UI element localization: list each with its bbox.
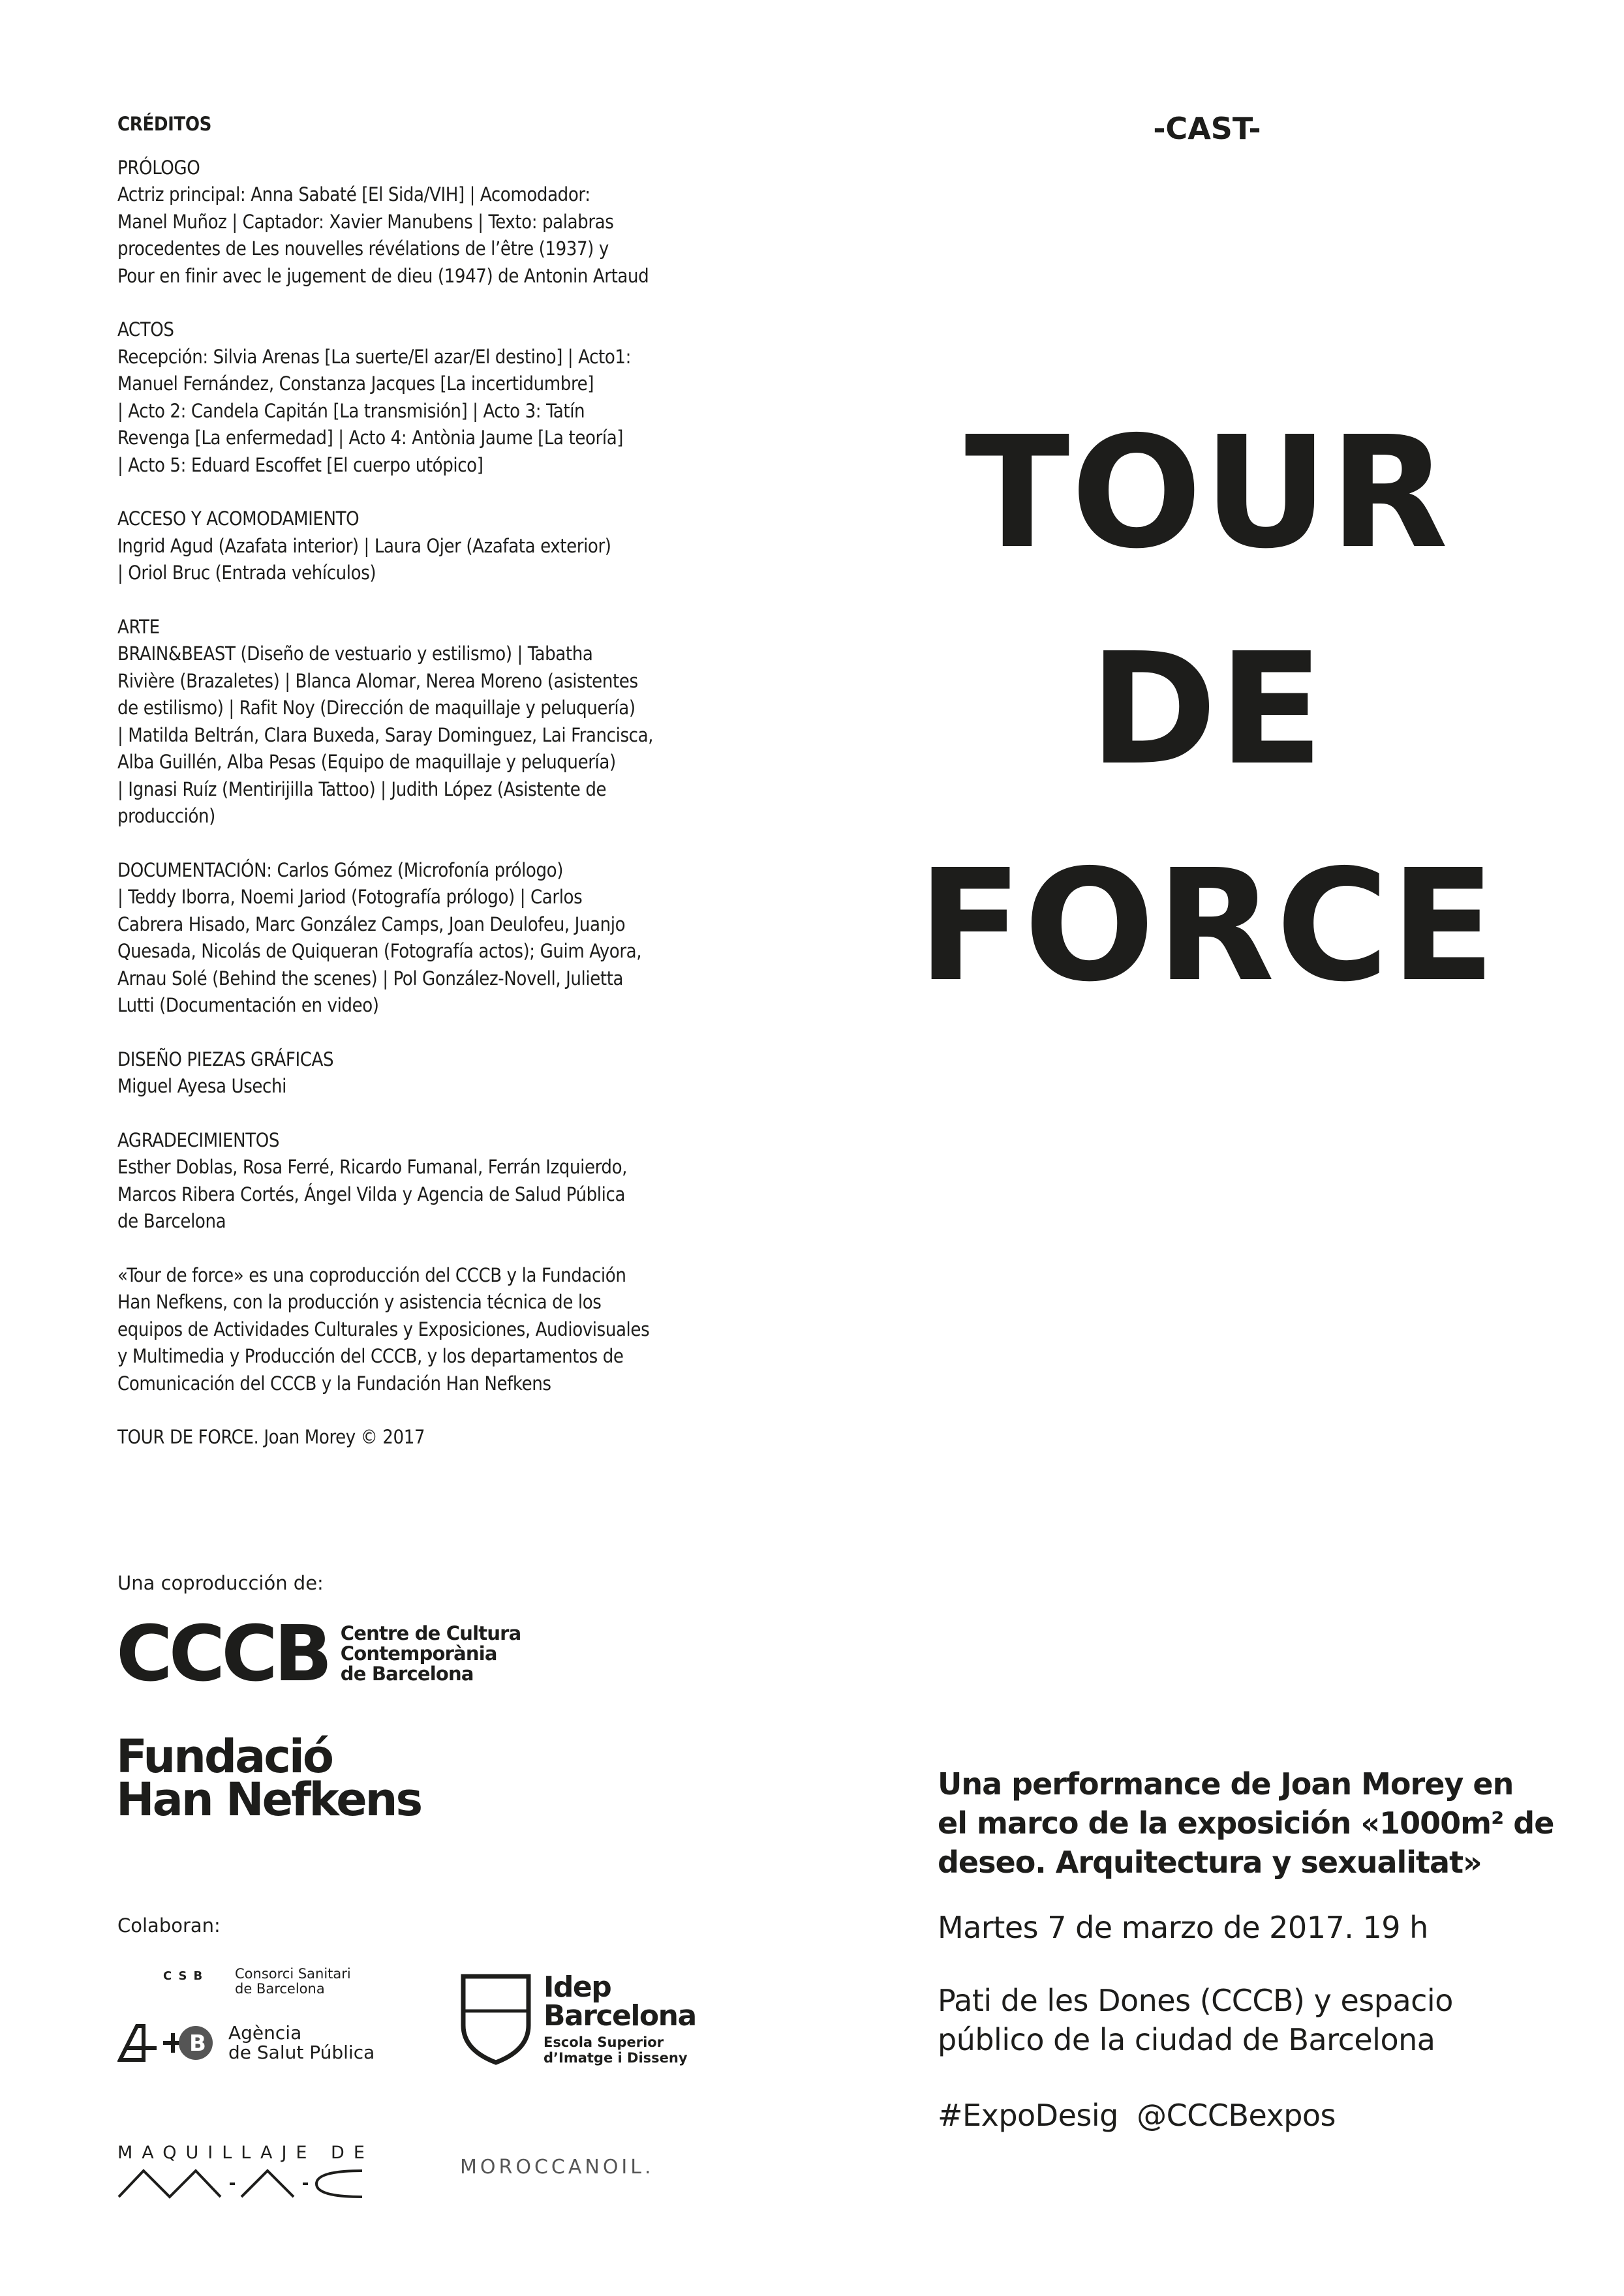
section-line: Pour en finir avec le jugement de dieu (1947) de Antonin Artaud: [117, 264, 649, 287]
place-line: Pati de les Dones (CCCB) y espacio: [938, 1983, 1453, 2018]
section-title: AGRADECIMIENTOS: [117, 1128, 280, 1151]
copyright-line: TOUR DE FORCE. Joan Morey © 2017: [117, 1426, 425, 1448]
cccb-name-line: Contemporània: [340, 1642, 497, 1665]
credits-section-acceso: [117, 506, 705, 587]
fundacio-logo-line: Fundació: [116, 1730, 332, 1783]
aspb-mark-icon: [117, 2022, 215, 2064]
section-line: Esther Doblas, Rosa Ferré, Ricardo Fumanal, Ferrán Izquierdo,: [117, 1156, 628, 1178]
section-line: Arnau Solé (Behind the scenes) | Pol González-Novell, Julietta: [117, 967, 624, 989]
place-line: público de la ciudad de Barcelona: [938, 2022, 1435, 2057]
section-line: Actriz principal: Anna Sabaté [El Sida/VIH] | Acomodador:: [117, 183, 590, 205]
credits-section-actos: [117, 316, 705, 479]
section-line: | Matilda Beltrán, Clara Buxeda, Saray Dominguez, Lai Francisca,: [117, 723, 654, 746]
section-line: | Ignasi Ruíz (Mentirijilla Tattoo) | Judith López (Asistente de: [117, 778, 607, 800]
credits-section-diseno: [117, 1046, 705, 1100]
idep-logo: [460, 1973, 696, 2066]
csb-logo: [163, 1967, 351, 1997]
idep-logo-text: [544, 1973, 696, 2066]
main-title: [900, 385, 1514, 1035]
cccb-name-line: Centre de Cultura: [340, 1622, 521, 1644]
event-info: [938, 1764, 1564, 2135]
credits-section-coproduction-note: [117, 1262, 705, 1398]
section-title: PRÓLOGO: [117, 156, 200, 179]
idep-subtitle-line: d’Imatge i Disseny: [544, 2050, 688, 2066]
mac-wordmark-icon: [117, 2167, 365, 2199]
section-line: Miguel Ayesa Usechi: [117, 1075, 286, 1097]
section-line: | Teddy Iborra, Noemi Jariod (Fotografía prólogo) | Carlos: [117, 886, 583, 908]
idep-subtitle-line: Escola Superior: [544, 2034, 664, 2050]
section-title: ACCESO Y ACOMODAMIENTO: [117, 507, 360, 530]
section-line: Quesada, Nicolás de Quiqueran (Fotografía actos); Guim Ayora,: [117, 940, 642, 962]
cccb-logo-name: [341, 1624, 521, 1684]
section-line: Alba Guillén, Alba Pesas (Equipo de maquillaje y peluquería): [117, 751, 616, 773]
csb-logo-name: [235, 1967, 351, 1997]
credits-column: [117, 111, 705, 1451]
section-line: y Multimedia y Producción del CCCB, y los departamentos de: [117, 1345, 624, 1367]
fundacio-han-nefkens-logo: [116, 1730, 421, 1826]
section-line: | Acto 5: Eduard Escoffet [El cuerpo utópico]: [117, 453, 483, 476]
idep-shield-icon: [460, 1973, 532, 2066]
section-line: Ingrid Agud (Azafata interior) | Laura Ojer (Azafata exterior): [117, 534, 611, 557]
aspb-name-line: de Salut Pública: [228, 2042, 375, 2063]
aspb-logo: [117, 2022, 375, 2064]
section-line: Manuel Fernández, Constanza Jacques [La incertidumbre]: [117, 372, 594, 395]
mac-logo-top: MAQUILLAJE DE: [117, 2143, 374, 2163]
section-line: equipos de Actividades Culturales y Exposiciones, Audiovisuales: [117, 1318, 650, 1340]
section-title: DISEÑO PIEZAS GRÁFICAS: [117, 1048, 334, 1070]
csb-name-line: de Barcelona: [235, 1981, 325, 1997]
section-line: «Tour de force» es una coproducción del CCCB y la Fundación: [117, 1263, 626, 1286]
description-line: el marco de la exposición «1000m² de: [938, 1805, 1554, 1841]
csb-name-line: Consorci Sanitari: [235, 1966, 351, 1982]
description-line: deseo. Arquitectura y sexualitat»: [938, 1845, 1482, 1880]
collaborators-label: Colaboran:: [117, 1914, 221, 1937]
section-line: de estilismo) | Rafit Noy (Dirección de maquillaje y peluquería): [117, 697, 636, 719]
credits-heading: CRÉDITOS: [117, 113, 211, 135]
description-line: Una performance de Joan Morey en: [938, 1766, 1514, 1802]
performance-description: [938, 1764, 1564, 1882]
credits-section-documentacion: [117, 857, 705, 1020]
credits-section-prologo: [117, 155, 705, 290]
title-line: DE: [1089, 620, 1325, 799]
section-line: Comunicación del CCCB y la Fundación Han Nefkens: [117, 1372, 551, 1395]
section-line: Han Nefkens, con la producción y asistencia técnica de los: [117, 1291, 602, 1313]
moroccanoil-logo: MOROCCANOIL.: [460, 2156, 654, 2179]
fundacio-logo-line: Han Nefkens: [116, 1773, 421, 1826]
idep-name-line: Barcelona: [544, 1999, 696, 2032]
section-line: Manel Muñoz | Captador: Xavier Manubens | Texto: palabras: [117, 210, 614, 233]
aspb-name-line: Agència: [228, 2022, 302, 2044]
csb-logo-mark: CSB: [163, 1969, 209, 1983]
section-line: Rivière (Brazaletes) | Blanca Alomar, Nerea Moreno (asistentes: [117, 669, 638, 692]
credits-section-agradecimientos: [117, 1127, 705, 1235]
section-line: BRAIN&BEAST (Diseño de vestuario y estilismo) | Tabatha: [117, 642, 593, 665]
section-line: Lutti (Documentación en video): [117, 994, 379, 1016]
credits-section-arte: [117, 614, 705, 830]
section-line: procedentes de Les nouvelles révélations de l’être (1937) y: [117, 237, 609, 260]
section-line: Revenga [La enfermedad] | Acto 4: Antònia Jaume [La teoría]: [117, 427, 624, 449]
section-title: ARTE: [117, 615, 160, 638]
svg-text:B: B: [189, 2031, 206, 2057]
section-line: Recepción: Silvia Arenas [La suerte/El azar/El destino] | Acto1:: [117, 345, 631, 368]
cast-label: -CAST-: [1153, 111, 1261, 146]
cccb-logo: [116, 1609, 521, 1699]
section-line: | Acto 2: Candela Capitán [La transmisión] | Acto 3: Tatín: [117, 399, 585, 422]
cccb-name-line: de Barcelona: [340, 1662, 474, 1685]
coproduction-label: Una coproducción de:: [117, 1572, 324, 1594]
section-line: de Barcelona: [117, 1210, 226, 1232]
idep-name-line: Idep: [544, 1971, 611, 2004]
cccb-logo-mark: CCCB: [116, 1609, 329, 1699]
section-line: producción): [117, 805, 215, 827]
event-date: Martes 7 de marzo de 2017. 19 h: [938, 1910, 1428, 1945]
section-line: | Oriol Bruc (Entrada vehículos): [117, 562, 376, 584]
section-line: Marcos Ribera Cortés, Ángel Vilda y Agencia de Salud Pública: [117, 1183, 626, 1205]
event-place: [938, 1981, 1564, 2059]
title-line: TOUR: [964, 403, 1450, 582]
section-line: Cabrera Hisado, Marc González Camps, Joan Deulofeu, Juanjo: [117, 913, 626, 935]
title-line: FORCE: [917, 836, 1497, 1016]
mac-logo: [117, 2143, 374, 2203]
aspb-logo-name: [228, 2023, 375, 2062]
section-title: ACTOS: [117, 318, 174, 340]
section-line: DOCUMENTACIÓN: Carlos Gómez (Microfonía prólogo): [117, 858, 564, 881]
hashtags: #ExpoDesig @CCCBexpos: [938, 2098, 1336, 2133]
